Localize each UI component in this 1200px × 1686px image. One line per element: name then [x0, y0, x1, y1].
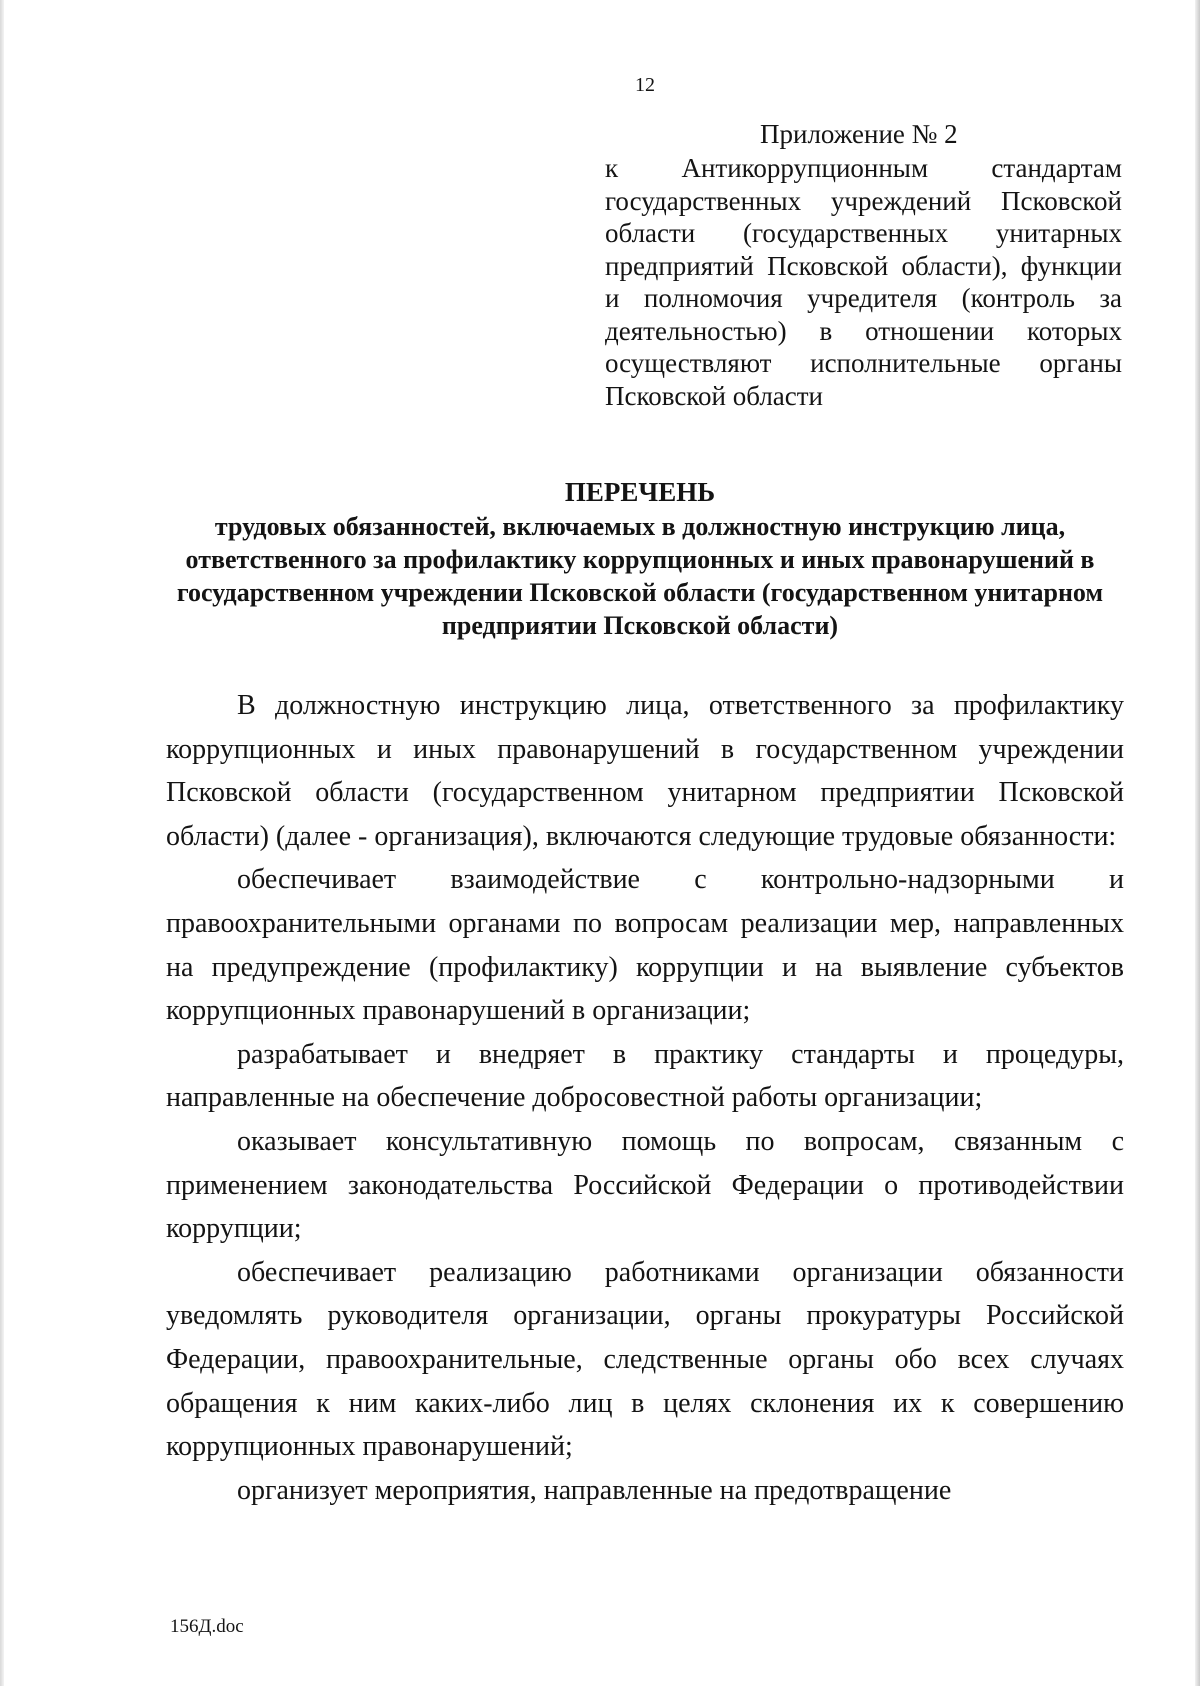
paragraph-duty-consulting: оказывает консультативную помощь по вопросам, связанным с применением законодательства Российской Федерации о противодействии коррупции; [166, 1125, 1124, 1245]
scan-edge-right [1195, 0, 1200, 1686]
document-title: ПЕРЕЧЕНЬ [564, 477, 716, 507]
document-title-block [155, 474, 1125, 642]
footer-file-name: 156Д.doc [170, 1616, 244, 1637]
body-text [166, 684, 1124, 1512]
paragraph-duty-standards: разрабатывает и внедряет в практику стандарты и процедуры, направленные на обеспечение добросовестной работы организации; [166, 1038, 1124, 1114]
appendix-text: к Антикоррупционным стандартам государственных учреждений Псковской области (государственных унитарных предприятий Псковской области), функции и полномочия учредителя (контроль за деятельностью) в отношении которых осуществляют исполнительные органы Псковской области [605, 153, 1122, 411]
page-number: 12 [635, 74, 655, 96]
paragraph-duty-interaction: обеспечивает взаимодействие с контрольно-надзорными и правоохранительными органами по вопросам реализации мер, направленных на предупреждение (профилактику) коррупции и на выявление субъектов коррупционных правонарушений в организации; [166, 864, 1124, 1027]
appendix-heading: Приложение № 2 [760, 119, 958, 149]
paragraph-duty-prevention: организует мероприятия, направленные на предотвращение [237, 1474, 952, 1506]
scan-edge-left [0, 0, 4, 1686]
paragraph-duty-notification: обеспечивает реализацию работниками организации обязанности уведомлять руководителя организации, органы прокуратуры Российской Федерации, правоохранительные, следственные органы обо всех случаях обращения к ним каких-либо лиц в целях склонения их к совершению коррупционных правонарушений; [166, 1256, 1124, 1463]
document-subtitle: трудовых обязанностей, включаемых в должностную инструкцию лица, ответственного за профилактику коррупционных и иных правонарушений в государственном учреждении Псковской области (государственном унитарном предприятии Псковской области) [176, 512, 1104, 640]
paragraph-intro: В должностную инструкцию лица, ответственного за профилактику коррупционных и иных правонарушений в государственном учреждении Псковской области (государственном унитарном предприятии Псковской области) (далее - организация), включаются следующие трудовые обязанности: [166, 690, 1124, 852]
